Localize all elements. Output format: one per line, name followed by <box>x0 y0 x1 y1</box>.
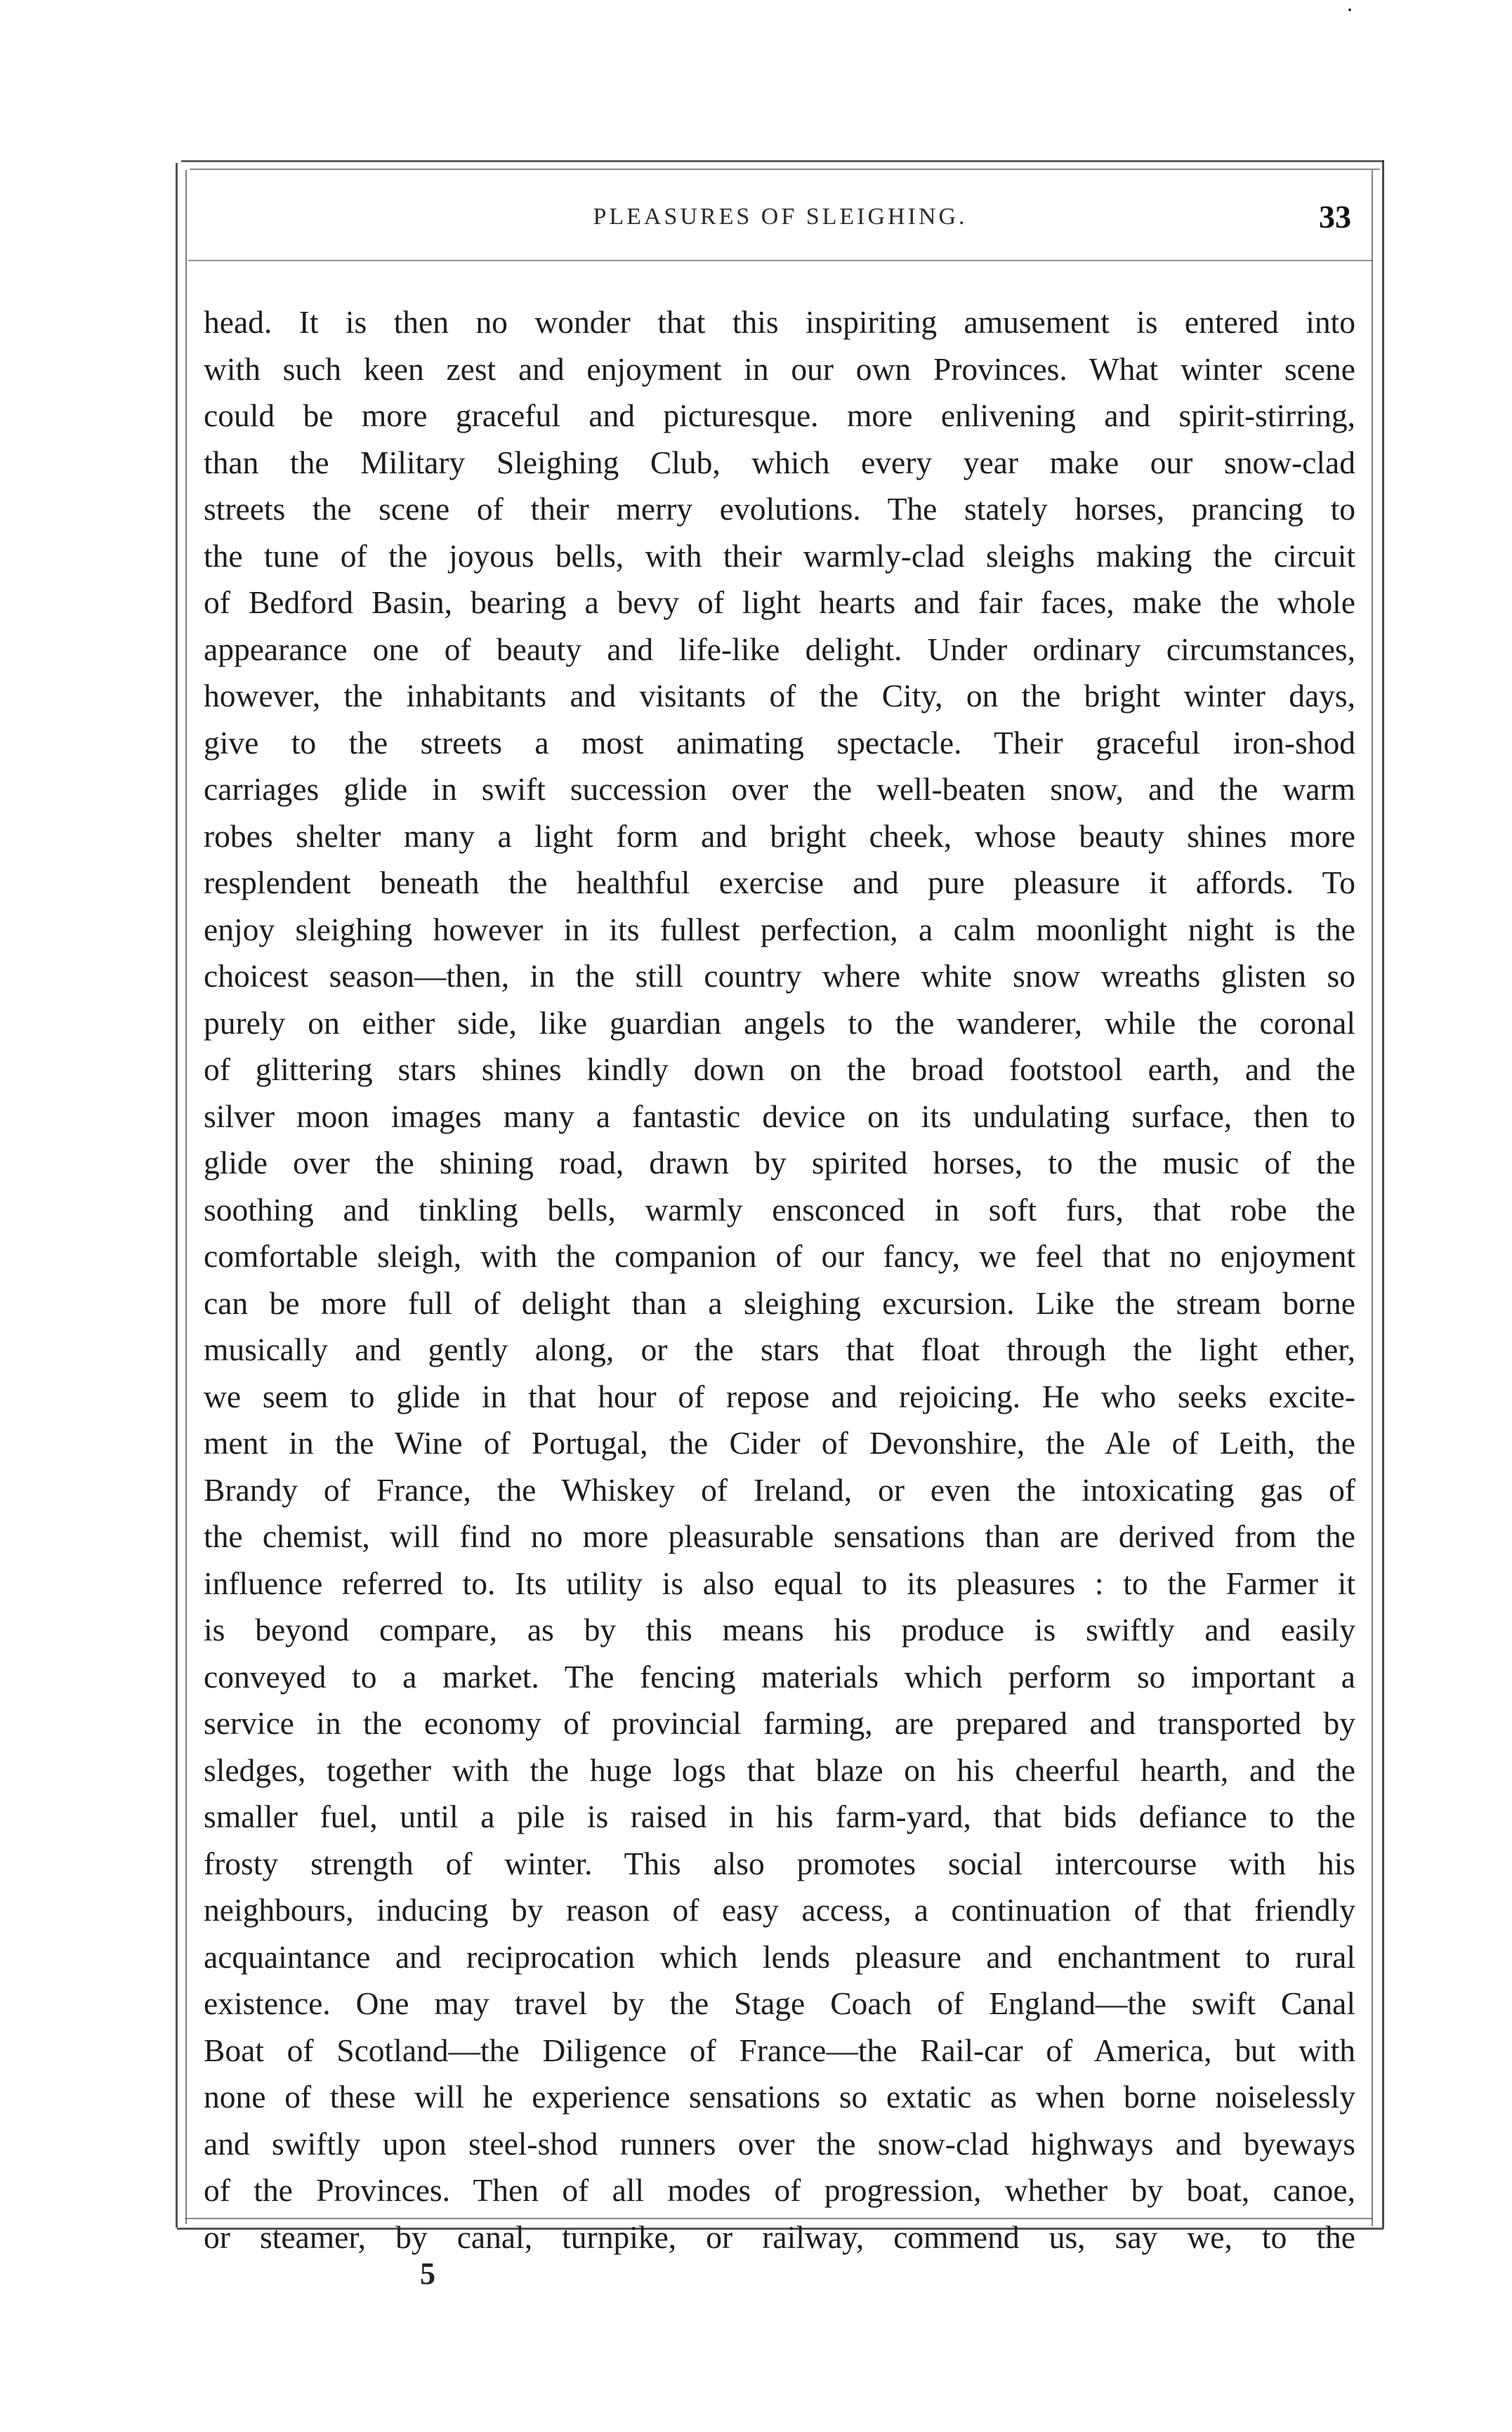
text-line: existence. One may travel by the Stage Coach of England—the swift Canal <box>204 1985 1355 2021</box>
frame-top-inner-rule <box>190 169 1380 170</box>
text-line: ment in the Wine of Portugal, the Cider of Devonshire, the Ale of Leith, the <box>204 1425 1355 1461</box>
text-line: robes shelter many a light form and bright cheek, whose beauty shines more <box>204 817 1355 854</box>
page-number: 33 <box>1319 199 1351 235</box>
print-speck <box>1348 8 1351 11</box>
text-line: resplendent beneath the healthful exercise and pure pleasure it affords. To <box>204 865 1355 900</box>
text-line: conveyed to a market. The fencing materials which perform so important a <box>204 1658 1355 1695</box>
text-line: give to the streets a most animating spectacle. Their graceful iron-shod <box>204 724 1355 761</box>
running-title: PLEASURES OF SLEIGHING. <box>593 204 968 230</box>
text-line: acquaintance and reciprocation which lends pleasure and enchantment to rural <box>204 1938 1355 1975</box>
text-line: enjoy sleighing however in its fullest perfection, a calm moonlight night is the <box>204 911 1355 947</box>
text-line: the tune of the joyous bells, with their warmly-clad sleighs making the circuit <box>204 537 1355 574</box>
text-line: of the Provinces. Then of all modes of progression, whether by boat, canoe, <box>204 2172 1355 2208</box>
frame-left-rule <box>176 163 178 2228</box>
text-line: the chemist, will find no more pleasurable sensations than are derived from the <box>204 1518 1355 1554</box>
frame-top-rule <box>181 160 1383 162</box>
text-line: none of these will he experience sensations so extatic as when borne noiselessly <box>204 2079 1355 2115</box>
text-line: choicest season—then, in the still country where white snow wreaths glisten so <box>204 958 1355 994</box>
text-line: carriages glide in swift succession over the well-beaten snow, and the warm <box>204 771 1355 807</box>
frame-right-rule <box>1382 160 1384 2228</box>
text-line: frosty strength of winter. This also promotes social intercourse with his <box>204 1845 1355 1881</box>
text-line: glide over the shining road, drawn by spirited horses, to the music of the <box>204 1145 1355 1181</box>
text-line: is beyond compare, as by this means his produce is swiftly and easily <box>204 1612 1355 1648</box>
text-line: influence referred to. Its utility is also equal to its pleasures : to the Farmer it <box>204 1565 1355 1601</box>
text-line: service in the economy of provincial farming, are prepared and transported by <box>204 1705 1355 1741</box>
running-head <box>188 198 1372 240</box>
text-line: silver moon images many a fantastic device on its undulating surface, then to <box>204 1098 1355 1134</box>
text-line: and swiftly upon steel-shod runners over the snow-clad highways and byeways <box>204 2125 1355 2162</box>
text-line: sledges, together with the huge logs that blaze on his cheerful hearth, and the <box>204 1751 1355 1788</box>
text-line: smaller fuel, until a pile is raised in his farm-yard, that bids defiance to the <box>204 1799 1355 1834</box>
text-line: we seem to glide in that hour of repose and rejoicing. He who seeks excite- <box>204 1378 1355 1414</box>
frame-left-inner-rule <box>185 170 187 2224</box>
text-line: with such keen zest and enjoyment in our own Provinces. What winter scene <box>204 350 1355 387</box>
text-line: than the Military Sleighing Club, which every year make our snow-clad <box>204 444 1355 480</box>
text-line: can be more full of delight than a sleighing excursion. Like the stream borne <box>204 1284 1355 1321</box>
text-line: comfortable sleigh, with the companion of our fancy, we feel that no enjoyment <box>204 1238 1355 1274</box>
text-line: however, the inhabitants and visitants of the City, on the bright winter days, <box>204 678 1355 714</box>
text-line: Boat of Scotland—the Diligence of France—the Rail-car of America, but with <box>204 2032 1355 2068</box>
text-line: musically and gently along, or the stars that float through the light ether, <box>204 1332 1355 1367</box>
text-line: of Bedford Basin, bearing a bevy of light hearts and fair faces, make the whole <box>204 584 1355 620</box>
text-line: head. It is then no wonder that this inspiriting amusement is entered into <box>204 304 1355 340</box>
text-line: could be more graceful and picturesque. more enlivening and spirit-stirring, <box>204 397 1355 433</box>
text-line: of glittering stars shines kindly down on the broad footstool earth, and the <box>204 1051 1355 1087</box>
text-line: or steamer, by canal, turnpike, or railway, commend us, say we, to the <box>204 2219 1355 2255</box>
signature-mark: 5 <box>420 2256 435 2291</box>
text-line: streets the scene of their merry evolutions. The stately horses, prancing to <box>204 491 1355 527</box>
text-line: soothing and tinkling bells, warmly ensconced in soft furs, that robe the <box>204 1191 1355 1228</box>
text-line: purely on either side, like guardian angels to the wanderer, while the coronal <box>204 1004 1355 1041</box>
frame-right-inner-rule <box>1372 170 1373 2226</box>
text-line: Brandy of France, the Whiskey of Ireland, or even the intoxicating gas of <box>204 1471 1355 1508</box>
text-line: appearance one of beauty and life-like delight. Under ordinary circumstances, <box>204 631 1355 667</box>
header-rule <box>188 260 1372 261</box>
body-text <box>204 299 1355 2261</box>
text-line: neighbours, inducing by reason of easy access, a continuation of that friendly <box>204 1892 1355 1928</box>
